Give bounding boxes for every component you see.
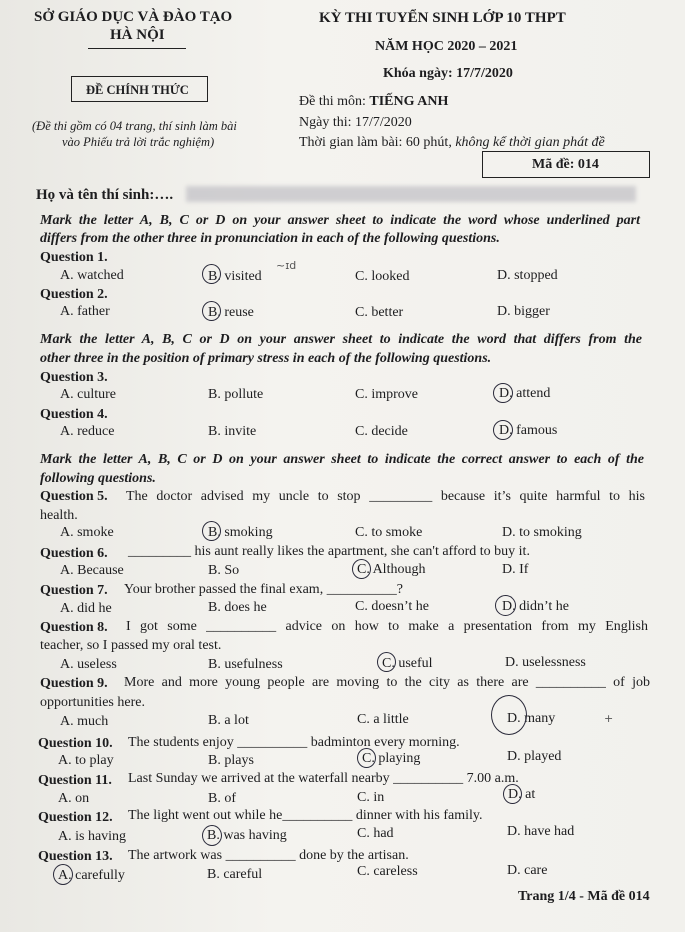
dept-line1: SỞ GIÁO DỤC VÀ ĐÀO TẠO — [34, 9, 233, 25]
section2-line1: Mark the letter A, B, C or D on your answer sheet to indicate the word that differs from the — [40, 332, 642, 347]
section3-line1: Mark the letter A, B, C or D on your answer sheet to indicate the correct answer to each of the — [40, 452, 644, 467]
q5-option-b[interactable]: B. smoking — [208, 525, 273, 540]
q11-stem: Last Sunday we arrived at the waterfall nearby __________ 7.00 a.m. — [128, 771, 519, 786]
q3-option-d[interactable]: D. attend — [499, 386, 551, 401]
q5-label: Question 5. — [40, 489, 108, 504]
q11-label: Question 11. — [38, 773, 112, 788]
q12-label: Question 12. — [38, 810, 113, 825]
q9-label: Question 9. — [40, 676, 108, 691]
q5-stem-line2: health. — [40, 508, 78, 523]
q8-answer-circle — [377, 652, 396, 672]
school-year: NĂM HỌC 2020 – 2021 — [375, 39, 518, 54]
q11-option-c[interactable]: C. in — [357, 790, 385, 805]
q7-answer-circle — [495, 595, 516, 616]
q13-option-b[interactable]: B. careful — [207, 867, 263, 882]
q10-option-c[interactable]: C. playing — [362, 751, 421, 766]
q3-label: Question 3. — [40, 370, 108, 385]
dept-line2: HÀ NỘI — [110, 27, 165, 43]
q3-option-b[interactable]: B. pollute — [208, 387, 264, 402]
q2-label: Question 2. — [40, 287, 108, 302]
section1-line2: differs from the other three in pronunciation in each of the following questions. — [40, 231, 500, 246]
q8-option-d[interactable]: D. uselessness — [505, 655, 586, 670]
time-line — [299, 134, 605, 151]
q10-stem: The students enjoy __________ badminton every morning. — [128, 735, 460, 750]
q5-option-a[interactable]: A. smoke — [60, 525, 114, 540]
subject-value: TIẾNG ANH — [369, 94, 449, 109]
q10-option-a[interactable]: A. to play — [58, 753, 114, 768]
q10-label: Question 10. — [38, 736, 113, 751]
q12-option-b[interactable]: B. was having — [207, 828, 287, 843]
q3-answer-circle — [493, 383, 513, 403]
official-label: ĐỀ CHÍNH THỨC — [86, 83, 189, 97]
q13-label: Question 13. — [38, 849, 113, 864]
q7-label: Question 7. — [40, 583, 108, 598]
q2-option-c[interactable]: C. better — [355, 305, 404, 320]
q11-option-a[interactable]: A. on — [58, 791, 90, 806]
q9-stem-line1: More and more young people are moving to the city as there are __________ of job — [124, 675, 650, 690]
q4-answer-circle — [493, 420, 513, 440]
time-italic: không kể thời gian phát đề — [455, 135, 605, 150]
q7-option-a[interactable]: A. did he — [60, 601, 112, 616]
name-label: Họ và tên thí sinh:…. — [36, 187, 174, 203]
q8-option-a[interactable]: A. useless — [60, 657, 117, 672]
note-line2: vào Phiếu trả lời trắc nghiệm) — [62, 135, 215, 149]
q6-answer-circle — [352, 559, 371, 579]
q9-answer-circle — [491, 695, 527, 735]
q7-stem: Your brother passed the final exam, __________? — [124, 582, 403, 597]
q1-option-d[interactable]: D. stopped — [497, 268, 558, 283]
q10-answer-circle — [357, 748, 376, 768]
q1-answer-circle — [202, 264, 221, 284]
q3-option-c[interactable]: C. improve — [355, 387, 418, 402]
q9-option-c[interactable]: C. a little — [357, 712, 409, 727]
q2-option-d[interactable]: D. bigger — [497, 304, 550, 319]
q8-stem-line1: I got some __________ advice on how to make a presentation from my English — [126, 619, 648, 634]
q6-option-a[interactable]: A. Because — [60, 563, 124, 578]
q9-option-d[interactable]: D. many — [507, 711, 556, 726]
q11-option-b[interactable]: B. of — [208, 791, 236, 806]
q8-option-c[interactable]: C. useful — [382, 656, 433, 671]
q4-option-b[interactable]: B. invite — [208, 424, 257, 439]
q1-option-a[interactable]: A. watched — [60, 268, 124, 283]
q2-option-b[interactable]: B. reuse — [208, 305, 254, 320]
redacted-name — [186, 186, 636, 202]
q11-option-d[interactable]: D. at — [508, 787, 536, 802]
note-line1: (Đề thi gồm có 04 trang, thí sinh làm bài — [32, 119, 237, 133]
q13-option-d[interactable]: D. care — [507, 863, 548, 878]
q1-label: Question 1. — [40, 250, 108, 265]
exam-code: Mã đề: 014 — [532, 157, 599, 172]
q6-stem: _________ his aunt really likes the apartment, she can't afford to buy it. — [128, 544, 530, 559]
session-date: Khóa ngày: 17/7/2020 — [383, 66, 513, 81]
q3-option-a[interactable]: A. culture — [60, 387, 116, 402]
q4-label: Question 4. — [40, 407, 108, 422]
q12-stem: The light went out while he__________ dinner with his family. — [128, 808, 483, 823]
q7-option-d[interactable]: D. didn’t he — [502, 599, 570, 614]
q6-option-c[interactable]: C. Although — [357, 562, 426, 577]
page-footer: Trang 1/4 - Mã đề 014 — [518, 889, 650, 904]
subject-label: Đề thi môn: — [299, 94, 370, 109]
q7-option-b[interactable]: B. does he — [208, 600, 267, 615]
exam-date: Ngày thi: 17/7/2020 — [299, 115, 412, 130]
q8-stem-line2: teacher, so I passed my oral test. — [40, 638, 222, 653]
handwritten-tick: + — [604, 712, 614, 725]
q4-option-c[interactable]: C. decide — [355, 424, 408, 439]
q13-stem: The artwork was __________ done by the artisan. — [128, 848, 409, 863]
handwritten-mark: ~ɪd — [276, 259, 297, 272]
q4-option-d[interactable]: D. famous — [499, 423, 558, 438]
q9-option-b[interactable]: B. a lot — [208, 713, 249, 728]
q9-stem-line2: opportunities here. — [40, 695, 145, 710]
q7-option-c[interactable]: C. doesn’t he — [355, 599, 430, 614]
q10-option-d[interactable]: D. played — [507, 749, 562, 764]
q6-label: Question 6. — [40, 546, 108, 561]
q5-option-c[interactable]: C. to smoke — [355, 525, 423, 540]
q5-stem-line1: The doctor advised my uncle to stop _________ because it’s quite harmful to his — [126, 489, 645, 504]
q8-option-b[interactable]: B. usefulness — [208, 657, 283, 672]
q1-option-c[interactable]: C. looked — [355, 269, 410, 284]
q4-option-a[interactable]: A. reduce — [60, 424, 115, 439]
subject-line — [299, 93, 448, 110]
q5-answer-circle — [202, 521, 221, 541]
q13-option-c[interactable]: C. careless — [357, 864, 418, 879]
q2-answer-circle — [202, 301, 221, 321]
q9-option-a[interactable]: A. much — [60, 714, 109, 729]
section2-line2: other three in the position of primary stress in each of the following questions. — [40, 351, 492, 366]
q5-option-d[interactable]: D. to smoking — [502, 525, 582, 540]
q12-option-c[interactable]: C. had — [357, 826, 394, 841]
exam-title: KỲ THI TUYỂN SINH LỚP 10 THPT — [319, 10, 566, 26]
q11-answer-circle — [503, 784, 522, 804]
q8-label: Question 8. — [40, 620, 108, 635]
q2-option-a[interactable]: A. father — [60, 304, 110, 319]
section1-line1: Mark the letter A, B, C or D on your answer sheet to indicate the word whose underlined part — [40, 213, 640, 228]
q13-answer-circle — [53, 864, 73, 885]
section3-line2: following questions. — [40, 471, 156, 486]
time-plain: Thời gian làm bài: 60 phút, — [299, 135, 456, 150]
q12-option-a[interactable]: A. is having — [58, 829, 127, 844]
q13-option-a[interactable]: A. carefully — [58, 868, 125, 883]
q6-option-b[interactable]: B. So — [208, 563, 240, 578]
q12-answer-circle — [202, 825, 222, 846]
q6-option-d[interactable]: D. If — [502, 562, 529, 577]
q12-option-d[interactable]: D. have had — [507, 824, 575, 839]
q1-option-b[interactable]: B. visited — [208, 269, 262, 284]
header-underline — [88, 48, 186, 49]
q10-option-b[interactable]: B. plays — [208, 753, 254, 768]
